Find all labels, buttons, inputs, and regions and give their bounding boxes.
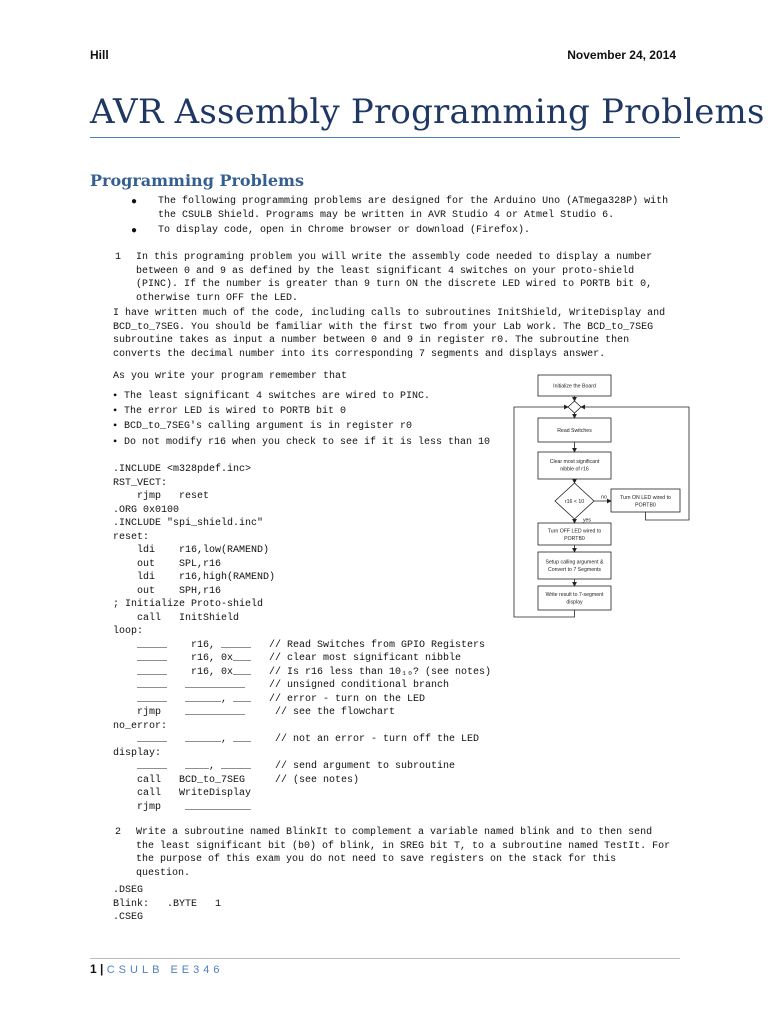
flow-clear-box (538, 452, 611, 479)
code-line: call InitShield (113, 612, 240, 624)
section-heading: Programming Problems (90, 171, 304, 190)
header-author: Hill (90, 48, 109, 62)
code-line: .CSEG (113, 912, 144, 923)
code-line: no_error: (113, 720, 168, 732)
remember-intro: As you write your program remember that (113, 371, 348, 382)
code-line: _____ r16, _____ // Read Switches from GPIO Registers (113, 639, 486, 651)
flow-decision-text: r16 < 10 (564, 499, 585, 505)
intro-bullet-line: the CSULB Shield. Programs may be written in AVR Studio 4 or Atmel Studio 6. (158, 209, 615, 221)
code-line: rjmp reset (113, 491, 210, 502)
course-name: CSULB EE346 (106, 964, 224, 976)
code-line: _____ ______, ___ // error - turn on the LED (113, 693, 426, 705)
code-line: .DSEG (113, 885, 144, 896)
paragraph-line: I have written much of the code, including calls to subroutines InitShield, WriteDisplay and (113, 308, 666, 319)
flow-off-led-text: PORTB0 (564, 536, 585, 542)
code-line: out SPL,r16 (113, 558, 222, 570)
flow-setup-box (538, 552, 611, 579)
flow-write-text: display (566, 599, 583, 606)
remember-bullet: The least significant 4 switches are wired to PINC. (124, 391, 431, 402)
flow-on-led-text: PORTB0 (635, 502, 656, 509)
code-line: .INCLUDE <m328pdef.inc> (113, 464, 252, 475)
code-block-2 (113, 884, 221, 925)
remember-bullet: BCD_to_7SEG's calling argument is in register r0 (124, 421, 413, 432)
flow-setup-text: Convert to 7 Segments (547, 567, 602, 573)
remember-bullet: The error LED is wired to PORTB bit 0 (124, 406, 347, 417)
problem2-line: the least significant bit (b0) of blink, in SREG bit T, to a subroutine named TestIt. For (136, 840, 671, 852)
code-line: rjmp __________ // see the flowchart (113, 707, 396, 718)
flow-on-led-text: Turn ON LED wired to (620, 495, 671, 501)
flow-clear-text: Clear most significant (549, 459, 600, 465)
problem1-line: In this programing problem you will write the assembly code needed to display a number (136, 252, 653, 263)
problem2-number: 2 (115, 827, 122, 838)
code-line: call BCD_to_7SEG // (see notes) (113, 774, 360, 786)
problem2-line: question. (136, 867, 191, 879)
footer-rule (90, 958, 680, 959)
code-line: display: (113, 747, 162, 759)
code-line: ldi r16,low(RAMEND) (113, 545, 270, 556)
paragraph-line: BCD_to_7SEG. You should be familiar with the first two from your Lab work. The BCD_to_7SEG (113, 321, 654, 333)
code-line: ldi r16,high(RAMEND) (113, 572, 276, 583)
code-line: loop: (113, 626, 144, 637)
flow-write-box (538, 586, 611, 610)
flow-clear-text: nibble of r16 (560, 466, 589, 473)
flow-no-label: no (601, 494, 607, 501)
bullet-dot: • (113, 434, 118, 448)
page-title: AVR Assembly Programming Problems (90, 92, 765, 132)
title-underline (90, 137, 680, 138)
flow-read-text: Read Switches (557, 428, 592, 434)
problem2-line: the purpose of this exam you do not need to save registers on the stack for this (136, 854, 617, 865)
code-block (113, 463, 491, 814)
code-line: _____ __________ // unsigned conditional branch (113, 680, 450, 691)
code-line: RST_VECT: (113, 477, 168, 489)
paragraph-line: converts the decimal number into its corresponding 7 segments and displays answer. (113, 348, 606, 360)
bullet-dot: ● (131, 225, 138, 236)
flow-off-led-text: Turn OFF LED wired to (547, 528, 602, 535)
flowchart (510, 370, 710, 622)
flow-setup-text: Setup calling argument & (545, 559, 604, 566)
bullet-dot: • (113, 388, 118, 402)
problem1-line: otherwise turn OFF the LED. (136, 292, 299, 304)
intro-bullet-line: To display code, open in Chrome browser or download (Firefox). (158, 225, 531, 236)
flow-loop-back-left (514, 407, 575, 617)
code-line: reset: (113, 531, 150, 543)
code-line: _____ ____, _____ // send argument to subroutine (113, 761, 456, 772)
code-line: _____ r16, 0x___ // Is r16 less than 10₁₀? (see notes) (113, 666, 492, 678)
bullet-dot: ● (131, 196, 138, 207)
code-line: .INCLUDE "spi_shield.inc" (113, 518, 264, 529)
header-date: November 24, 2014 (567, 48, 676, 62)
problem1-line: between 0 and 9 as defined by the least significant 4 switches on your proto-shield (136, 265, 635, 277)
problem2-line: Write a subroutine named BlinkIt to complement a variable named blink and to then send (136, 827, 653, 838)
code-line: call WriteDisplay (113, 788, 252, 799)
code-line: Blink: .BYTE 1 (113, 898, 222, 910)
intro-bullet-line: The following programming problems are designed for the Arduino Uno (ATmega328P) with (158, 196, 669, 207)
code-line: rjmp ___________ (113, 801, 252, 813)
code-line: _____ ______, ___ // not an error - turn off the LED (113, 734, 480, 745)
flow-start-text: Initialize the Board (553, 383, 596, 390)
bullet-dot: • (113, 418, 118, 432)
page-number: 1 (90, 962, 97, 976)
footer (90, 962, 224, 976)
footer-separator: | (100, 962, 104, 976)
flow-yes-label: yes (582, 517, 592, 524)
remember-bullet: Do not modify r16 when you check to see if it is less than 10 (124, 437, 491, 448)
problem1-number: 1 (115, 252, 122, 263)
flow-merge-node (568, 401, 581, 413)
code-line: ; Initialize Proto-shield (113, 599, 264, 610)
problem1-line: (PINC). If the number is greater than 9 turn ON the discrete LED wired to PORTB bit 0, (136, 279, 653, 290)
bullet-dot: • (113, 403, 118, 417)
code-line: out SPH,r16 (113, 585, 222, 597)
paragraph-line: subroutine takes as input a number between 0 and 9 in register r0. The subroutine then (113, 335, 630, 346)
code-line: .ORG 0x0100 (113, 504, 180, 516)
code-line: _____ r16, 0x___ // clear most significant nibble (113, 653, 462, 664)
flow-write-text: Write result to 7-segment (545, 592, 604, 598)
